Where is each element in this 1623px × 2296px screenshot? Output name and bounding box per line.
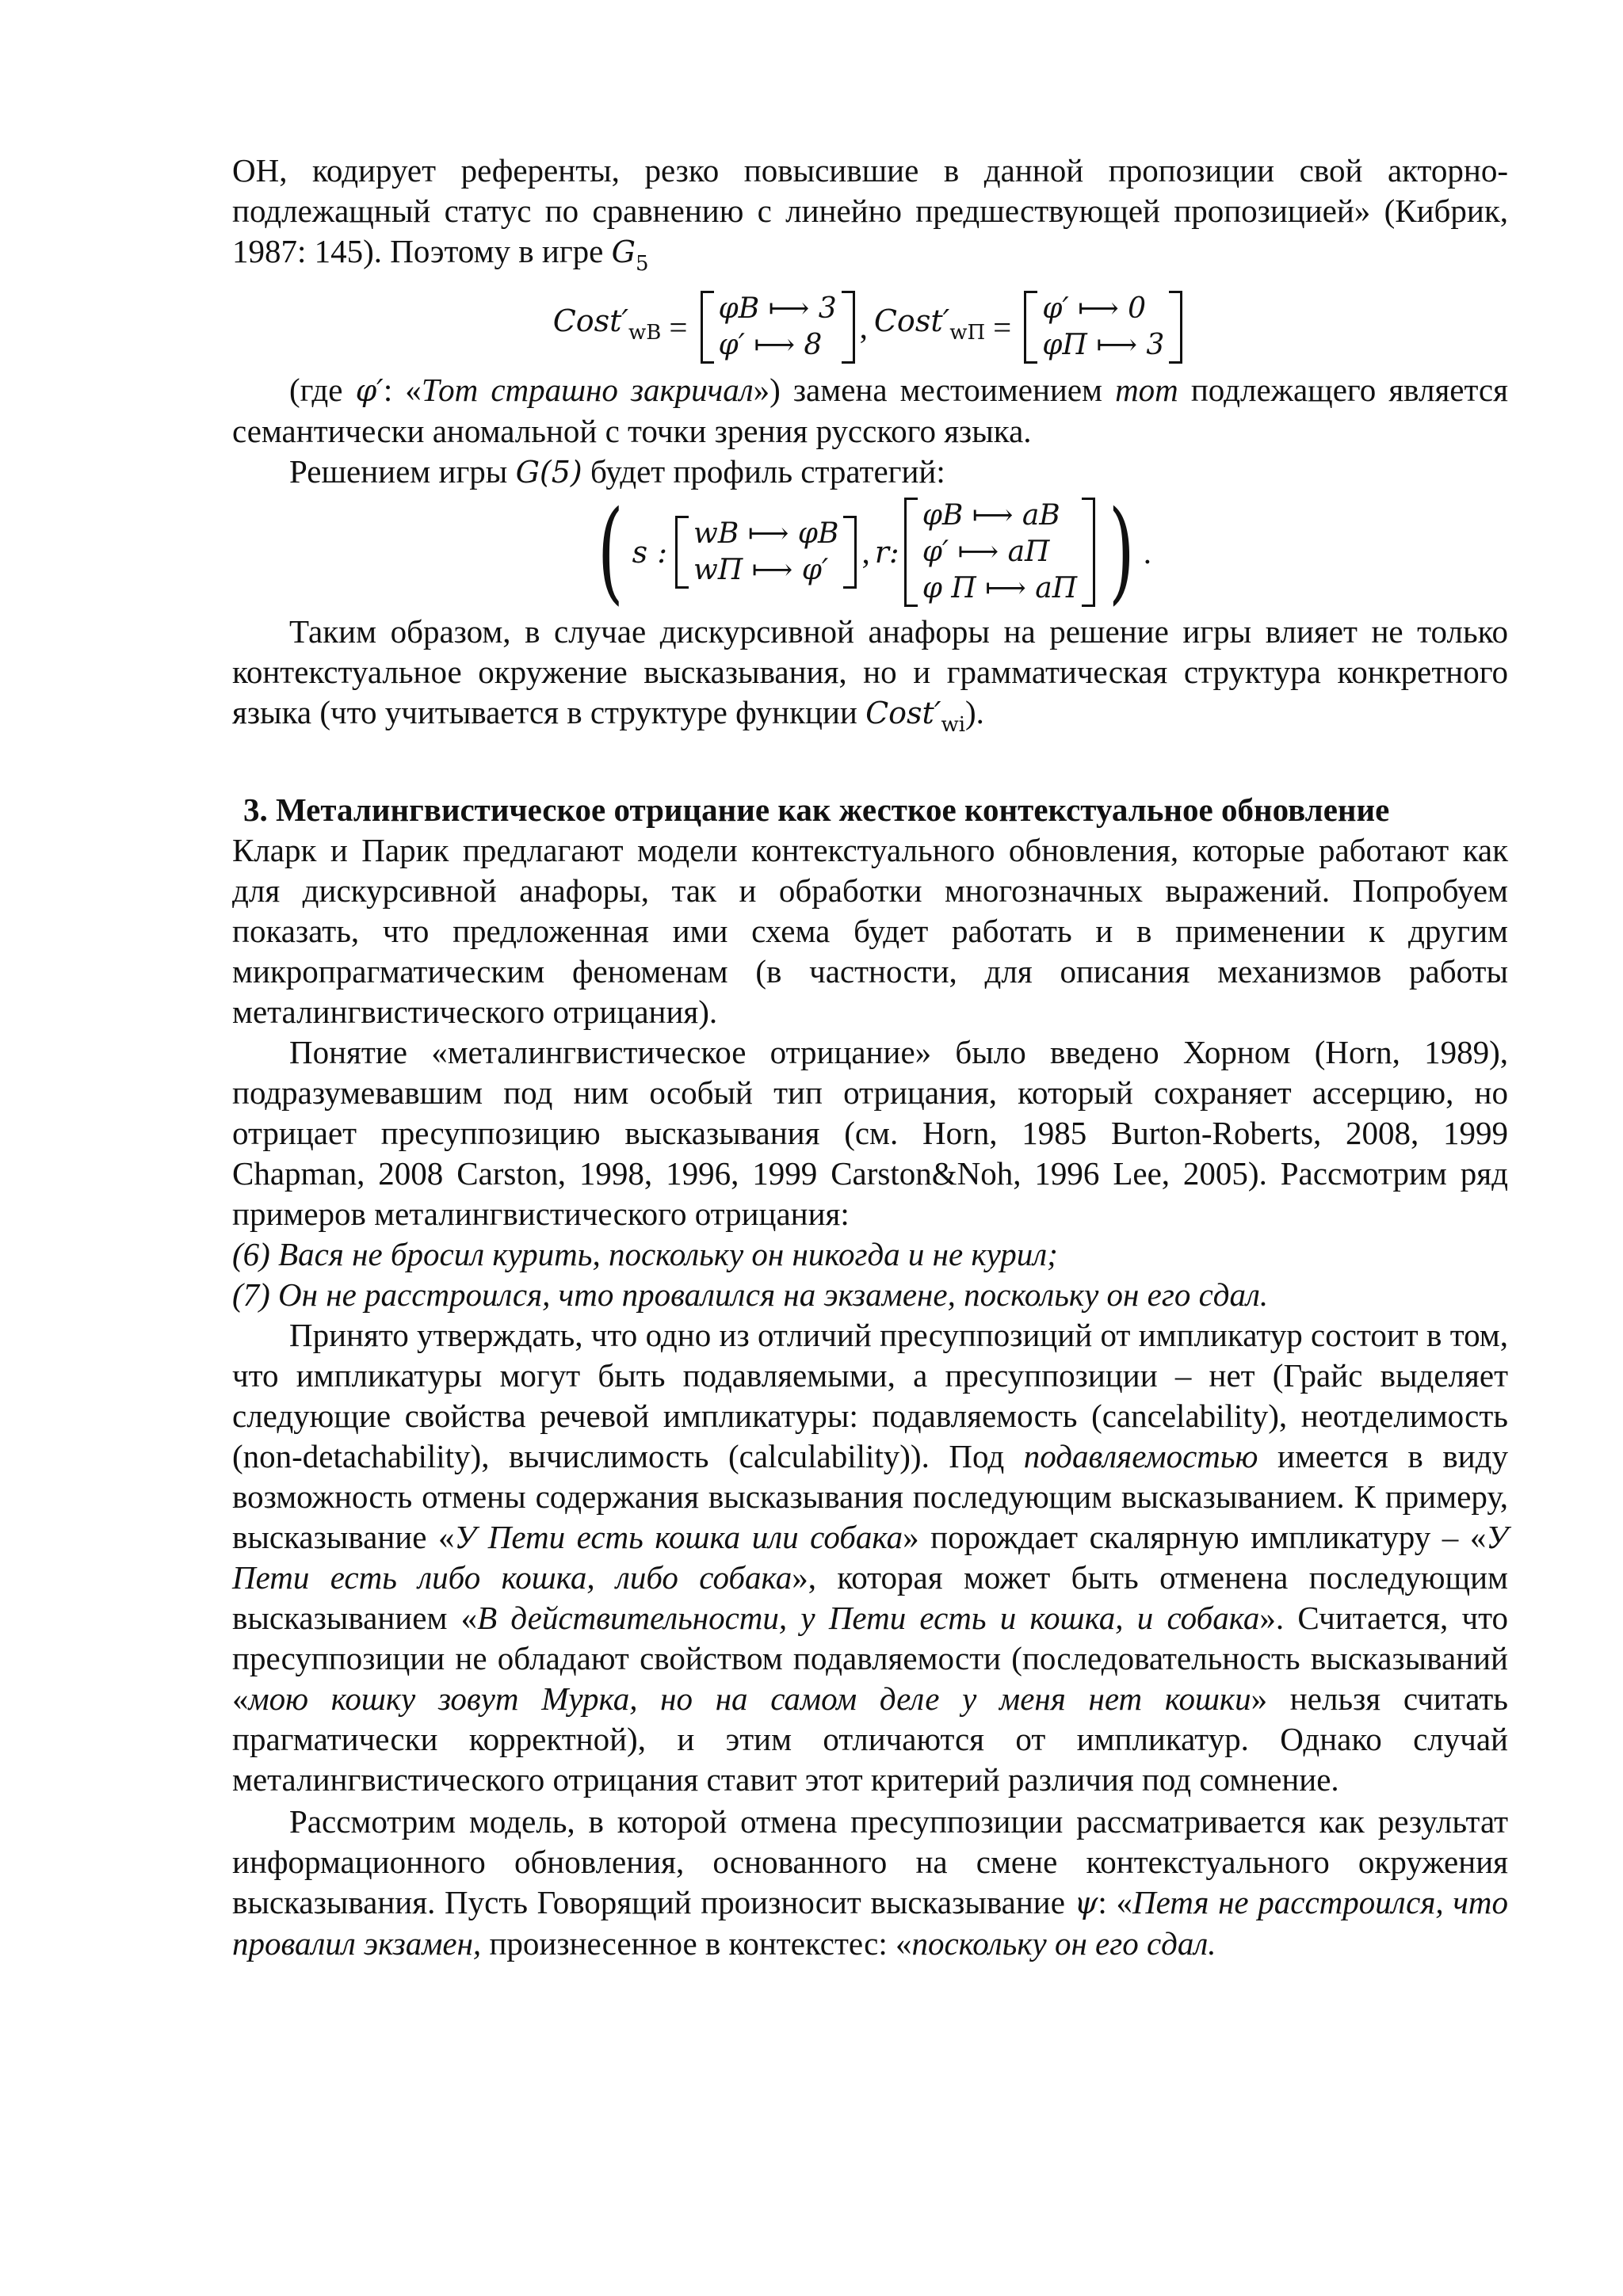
- strategy-r-matrix: φВ ⟼ aВ φ′ ⟼ aП φ П ⟼ aП: [904, 498, 1095, 607]
- section-heading: 3. Металингвистическое отрицание как жесткое контекстуальное обновление: [243, 791, 1390, 828]
- example-7: (7) Он не расстроился, что провалился на экзамене, поскольку он его сдал.: [232, 1276, 1269, 1313]
- paragraph-6: Понятие «металингвистическое отрицание» было введено Хорном (Horn, 1989), подразумевавшим под ним особый тип отрицания, который сохраняет ассерцию, но отрицает пресуппозицию высказывания (см. Horn, 1985 Burton-Roberts, 2008, 1999 Chapman, 2008 Carston, 1998, 1996, 1999 Carston&Noh, 1996 Lee, 2005). Рассмотрим ряд примеров металингвистического отрицания:: [232, 1034, 1508, 1232]
- game-symbol: $G_5$: [611, 235, 649, 276]
- paragraph-4: Таким образом, в случае дискурсивной анафоры на решение игры влияет не только контекстуальное окружение высказывания, но и грамматическая структура конкретного языка (что учитывается в структуре функции $Cost'_{wi}$).: [232, 613, 1508, 737]
- example-6: (6) Вася не бросил курить, поскольку он никогда и не курил;: [232, 1236, 1058, 1272]
- cost-wp-label: $Cost'_{wП}$: [873, 303, 986, 345]
- paragraph-3: Решением игры G(5) будет профиль стратегий:: [289, 453, 945, 490]
- paragraph-2: (где φ′: «Тот страшно закричал») замена местоимением тот подлежащего является семантически аномальной с точки зрения русского языка.: [232, 372, 1508, 449]
- paragraph-5: Кларк и Парик предлагают модели контекстуального обновления, которые работают как для дискурсивной анафоры, так и обработки многозначных выражений. Попробуем показать, что предложенная ими схема будет работать и в применении к другим микропрагматическим феноменам (в частности, для описания механизмов работы металингвистического отрицания).: [232, 832, 1508, 1030]
- strategy-s-matrix: wВ ⟼ φВ wП ⟼ φ′: [675, 516, 857, 589]
- paragraph-8: Рассмотрим модель, в которой отмена пресуппозиции рассматривается как результат информационного обновления, основанного на смене контекстуального окружения высказывания. Пусть Говорящий произносит высказывание ψ: «Петя не расстроился, что провалил экзамен, произнесенное в контекстес: «поскольку он его сдал.: [232, 1803, 1508, 1962]
- paragraph-1-text: ОН, кодирует референты, резко повысившие в данной пропозиции свой акторно-подлежащный статус по сравнению с линейно предшествующей пропозицией» (Кибрик, 1987: 145). Поэтому в игре: [232, 152, 1508, 269]
- paragraph-7: Принято утверждать, что одно из отличий пресуппозиций от импликатур состоит в том, что импликатуры могут быть подавляемыми, а пресуппозиции – нет (Грайс выделяет следующие свойства речевой импликатуры: подавляемость (cancelability), неотделимость (non-detachability), вычислимость (calculability)). Под подавляемостью имеется в виду возможность отмены содержания высказывания последующим высказыванием. К примеру, высказывание «У Пети есть кошка или собака» порождает скалярную импликатуру – «У Пети есть либо кошка, либо собака», которая может быть отменена последующим высказыванием «В действительности, у Пети есть и кошка, и собака». Считается, что пресуппозиции не обладают свойством подавляемости (последовательность высказываний «мою кошку зовут Мурка, но на самом деле у меня нет кошки» нельзя считать прагматически корректной), и этим отличаются от импликатур. Однако случай металингвистического отрицания ставит этот критерий различия под сомнение.: [232, 1317, 1509, 1798]
- document-page: [232, 151, 1508, 1964]
- cost-formula: $Cost'_{wВ}$ = φВ ⟼ 3 φ′ ⟼ 8 , $Cost'_{wП}$ = φ′ ⟼ 0 φП ⟼ 3: [232, 284, 1508, 370]
- cost-wb-matrix: φВ ⟼ 3 φ′ ⟼ 8: [701, 291, 855, 364]
- cost-wb-label: $Cost'_{wВ}$: [552, 303, 662, 345]
- strategy-profile-formula: ( s : wВ ⟼ φВ wП ⟼ φ′ , r: φВ ⟼ aВ φ′ ⟼ aП φ П ⟼ aП ) .: [597, 487, 1151, 616]
- cost-wp-matrix: φ′ ⟼ 0 φП ⟼ 3: [1024, 291, 1182, 364]
- paragraph-1: [232, 151, 1508, 284]
